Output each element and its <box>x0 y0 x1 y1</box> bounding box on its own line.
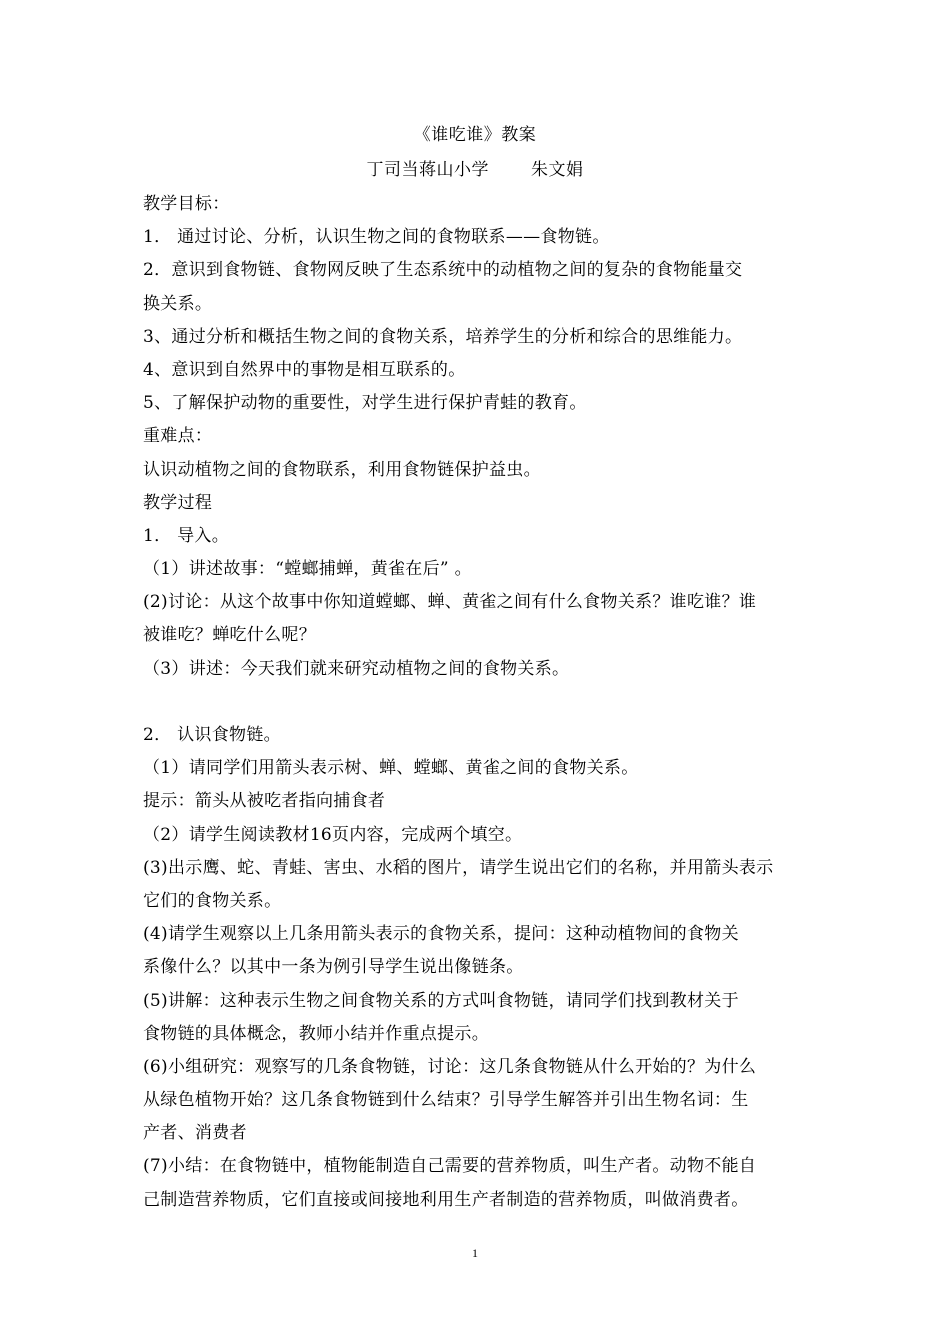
text-line: （2）请学生阅读教材16页内容，完成两个填空。 <box>143 824 523 845</box>
text-line: (5)讲解：这种表示生物之间食物关系的方式叫食物链，请同学们找到教材关于 <box>143 990 739 1011</box>
text-line: 从绿色植物开始？这几条食物链到什么结束？引导学生解答并引出生物名词：生 <box>143 1090 749 1111</box>
text-line: 1． 导入。 <box>143 525 230 546</box>
text-line: 教学过程 <box>143 492 213 513</box>
text-line: 被谁吃？蝉吃什么呢？ <box>143 625 316 646</box>
text-line: (3)出示鹰、蛇、青蛙、害虫、水稻的图片，请学生说出它们的名称，并用箭头表示 <box>143 857 774 878</box>
text-line: (6)小组研究：观察写的几条食物链，讨论：这几条食物链从什么开始的？为什么 <box>143 1056 757 1077</box>
text-line: 认识动植物之间的食物联系，利用食物链保护益虫。 <box>143 459 541 480</box>
text-line: 1． 通过讨论、分析，认识生物之间的食物联系——食物链。 <box>143 227 610 248</box>
document-title: 《谁吃谁》教案 <box>413 125 537 145</box>
text-line: 3、通过分析和概括生物之间的食物关系，培养学生的分析和综合的思维能力。 <box>143 326 743 347</box>
text-line: 5、了解保护动物的重要性，对学生进行保护青蛙的教育。 <box>143 393 587 414</box>
page-number: 1 <box>472 1246 478 1260</box>
text-line: (2)讨论：从这个故事中你知道螳螂、蝉、黄雀之间有什么食物关系？谁吃谁？谁 <box>143 592 757 613</box>
document-body <box>143 191 813 1220</box>
author-name: 朱文娟 <box>531 160 584 180</box>
text-line: 换关系。 <box>143 293 213 314</box>
text-line: 教学目标： <box>143 194 230 214</box>
text-line: （1）请同学们用箭头表示树、蝉、螳螂、黄雀之间的食物关系。 <box>143 758 639 779</box>
text-line: 它们的食物关系。 <box>143 890 282 911</box>
text-line: 2． 认识食物链。 <box>143 725 281 745</box>
text-line: 提示：箭头从被吃者指向捕食者 <box>143 791 386 812</box>
text-line: （1）讲述故事：“螳螂捕蝉，黄雀在后” 。 <box>143 559 472 580</box>
school-name: 丁司当蒋山小学 <box>366 160 489 180</box>
text-line: (4)请学生观察以上几条用箭头表示的食物关系，提问：这种动植物间的食物关 <box>143 924 739 945</box>
document-byline <box>0 157 950 183</box>
text-line: 食物链的具体概念，教师小结并作重点提示。 <box>143 1023 489 1044</box>
text-line: 重难点： <box>143 426 213 447</box>
text-line: 2．意识到食物链、食物网反映了生态系统中的动植物之间的复杂的食物能量交 <box>143 260 743 281</box>
text-line: (7)小结：在食物链中，植物能制造自己需要的营养物质，叫生产者。动物不能自 <box>143 1156 757 1177</box>
text-line: （3）讲述：今天我们就来研究动植物之间的食物关系。 <box>143 658 570 679</box>
text-line <box>143 689 813 722</box>
text-line: 4、意识到自然界中的事物是相互联系的。 <box>143 359 466 380</box>
text-line: 系像什么？以其中一条为例引导学生说出像链条。 <box>143 957 524 978</box>
text-line: 己制造营养物质，它们直接或间接地利用生产者制造的营养物质，叫做消费者。 <box>143 1189 749 1210</box>
text-line: 产者、消费者 <box>143 1123 247 1144</box>
